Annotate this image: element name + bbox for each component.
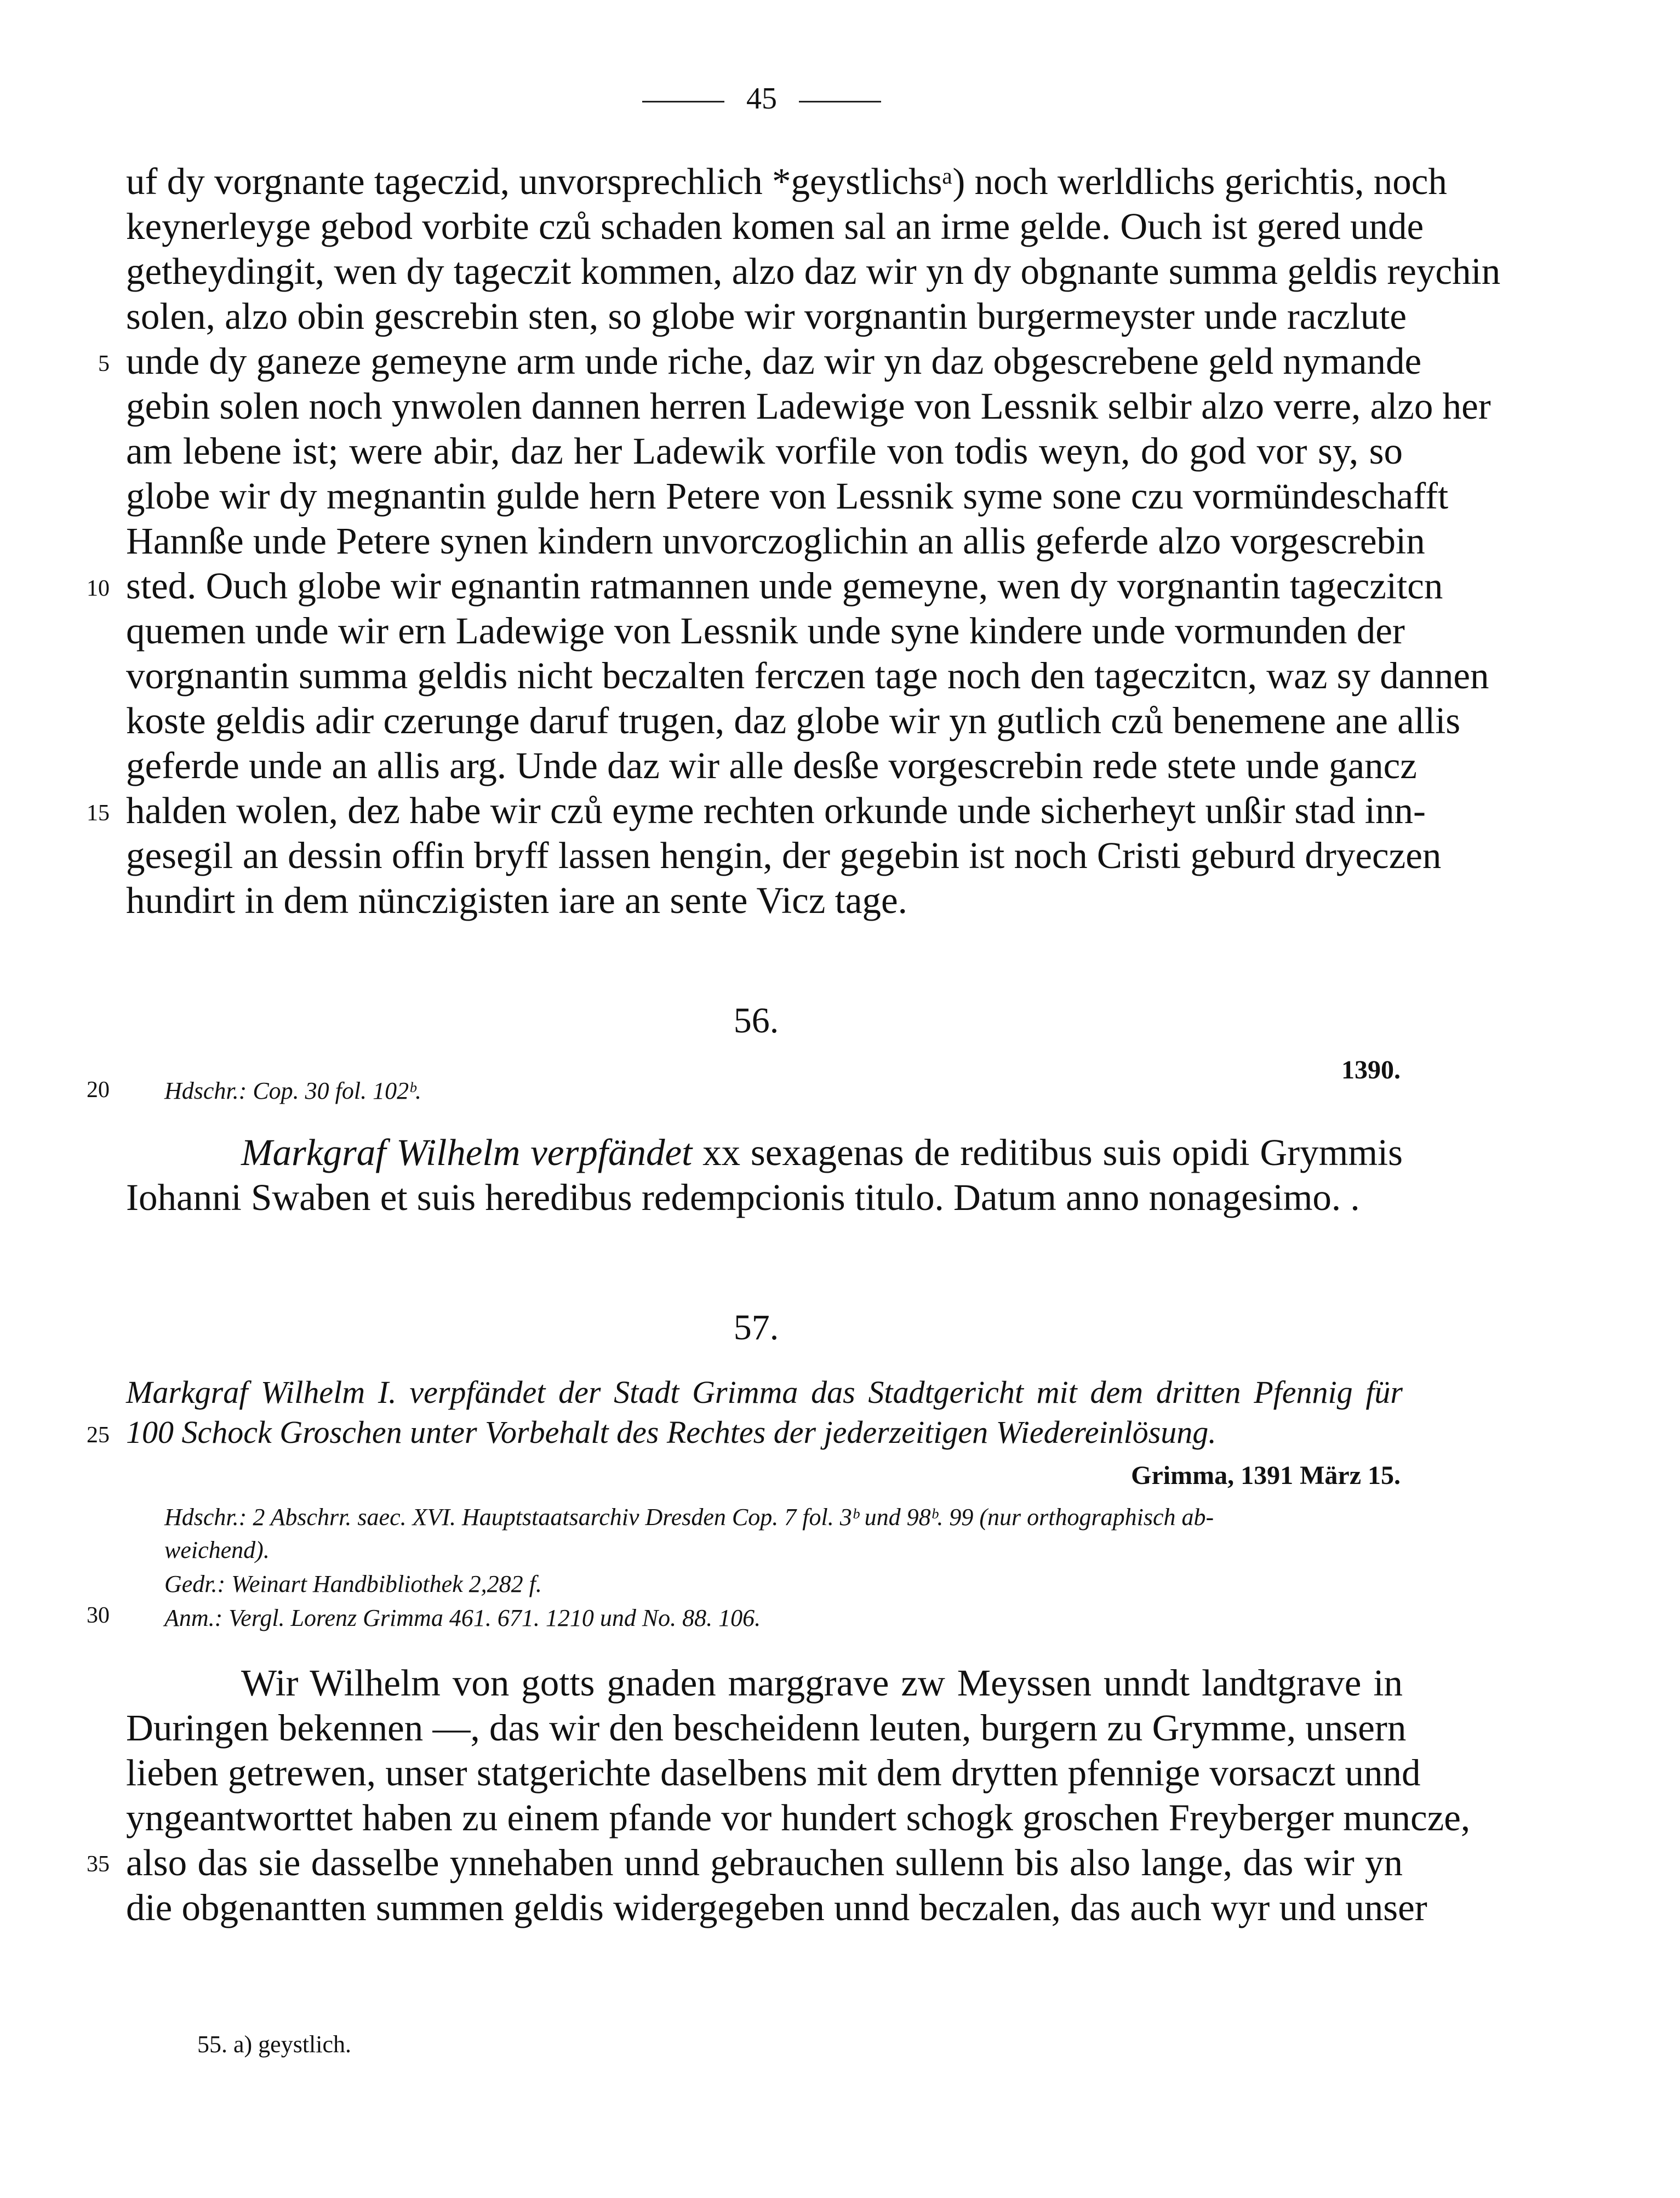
text-line: Duringen bekennen —, das wir den bescheidenn leuten, burgern zu Grymme, unsern	[126, 1707, 1407, 1749]
text-line: hundirt in dem nünczigisten iare an sente Vicz tage.	[126, 880, 907, 921]
line-number: 5	[98, 351, 110, 376]
source-note: Hdschr.: 2 Abschrr. saec. XVI. Hauptstaatsarchiv Dresden Cop. 7 fol. 3ᵇ und 98ᵇ. 99 (nur orthographisch ab-	[164, 1504, 1214, 1531]
document-date: Grimma, 1391 März 15.	[1131, 1461, 1401, 1490]
text-line: Wir Wilhelm von gotts gnaden marggrave zw Meyssen unndt landtgrave in	[241, 1662, 1403, 1704]
header-rule-right	[799, 101, 881, 102]
page-header	[619, 81, 904, 116]
footnote: 55. a) geystlich.	[197, 2031, 352, 2058]
text-line: unde dy ganeze gemeyne arm unde riche, daz wir yn daz obgescrebene geld nymande	[126, 340, 1422, 382]
line-number: 30	[87, 1603, 110, 1628]
text-line: gesegil an dessin offin bryff lassen hengin, der gegebin ist noch Cristi geburd dryeczen	[126, 835, 1442, 876]
text-line: geferde unde an allis arg. Unde daz wir alle desße vorgescrebin rede stete unde gancz	[126, 745, 1417, 786]
source-note: Hdschr.: Cop. 30 fol. 102ᵇ.	[164, 1077, 421, 1104]
page-number: 45	[746, 82, 777, 116]
text-line: globe wir dy megnantin gulde hern Petere von Lessnik syme sone czu vormündeschafft	[126, 475, 1449, 517]
text-line: getheydingit, wen dy tageczit kommen, alzo daz wir yn dy obgnante summa geldis reychin	[126, 250, 1501, 292]
line-number: 15	[87, 801, 110, 826]
source-note: Anm.: Vergl. Lorenz Grimma 461. 671. 1210 und No. 88. 106.	[164, 1605, 761, 1631]
line-number: 25	[87, 1423, 110, 1448]
text-line	[126, 1130, 1403, 1175]
source-note: weichend).	[164, 1537, 270, 1563]
line-number: 35	[87, 1852, 110, 1877]
text-line: am lebene ist; were abir, daz her Ladewik vorfile von todis weyn, do god vor sy, so	[126, 430, 1403, 472]
text-line: also das sie dasselbe ynnehaben unnd gebrauchen sullenn bis also lange, das wir yn	[126, 1842, 1403, 1883]
text-line: koste geldis adir czerunge daruf trugen, daz globe wir yn gutlich czů benemene ane allis	[126, 700, 1461, 741]
line-number: 20	[87, 1077, 110, 1103]
regest-summary: Markgraf Wilhelm I. verpfändet der Stadt Grimma das Stadtgericht mit dem dritten Pfennig für	[126, 1374, 1403, 1410]
text-line: die obgenantten summen geldis widergegeben unnd beczalen, das auch wyr und unser	[126, 1887, 1427, 1928]
text-line: Hannße unde Petere synen kindern unvorczoglichin an allis geferde alzo vorgescrebin	[126, 520, 1425, 562]
text-line: gebin solen noch ynwolen dannen herren Ladewige von Lessnik selbir alzo verre, alzo her	[126, 385, 1491, 427]
text-line: halden wolen, dez habe wir czů eyme rechten orkunde unde sicherheyt unßir stad inn-	[126, 790, 1426, 831]
regest-summary: 100 Schock Groschen unter Vorbehalt des Rechtes der jederzeitigen Wiedereinlösung.	[126, 1414, 1216, 1450]
line-number: 10	[87, 576, 110, 601]
document-date: 1390.	[1341, 1055, 1401, 1084]
header-rule-left	[642, 101, 724, 102]
source-note: Gedr.: Weinart Handbibliothek 2,282 f.	[164, 1571, 542, 1597]
text-line: yngeantworttet haben zu einem pfande vor hundert schogk groschen Freyberger muncze,	[126, 1797, 1471, 1839]
document-number: 57.	[733, 1308, 779, 1348]
regest-summary: Markgraf Wilhelm verpfändet	[241, 1132, 693, 1173]
document-number: 56.	[733, 1001, 779, 1041]
text-line: Iohanni Swaben et suis heredibus redempcionis titulo. Datum anno nonagesimo. .	[126, 1177, 1360, 1218]
text-line: lieben getrewen, unser statgerichte daselbens mit dem drytten pfennige vorsaczt unnd	[126, 1752, 1421, 1794]
text-line: keynerleyge gebod vorbite czů schaden komen sal an irme gelde. Ouch ist gered unde	[126, 205, 1424, 247]
text-line: solen, alzo obin gescrebin sten, so globe wir vorgnantin burgermeyster unde raczlute	[126, 295, 1407, 337]
text-line: quemen unde wir ern Ladewige von Lessnik unde syne kindere unde vormunden der	[126, 610, 1405, 652]
text-line: vorgnantin summa geldis nicht beczalten ferczen tage noch den tageczitcn, waz sy dannen	[126, 655, 1489, 696]
text-line: uf dy vorgnante tageczid, unvorsprechlich *geystlichsᵃ) noch werldlichs gerichtis, noch	[126, 161, 1447, 202]
regest-text: xx sexagenas de reditibus suis opidi Grymmis	[692, 1132, 1403, 1173]
text-line: sted. Ouch globe wir egnantin ratmannen unde gemeyne, wen dy vorgnantin tageczitcn	[126, 565, 1443, 607]
